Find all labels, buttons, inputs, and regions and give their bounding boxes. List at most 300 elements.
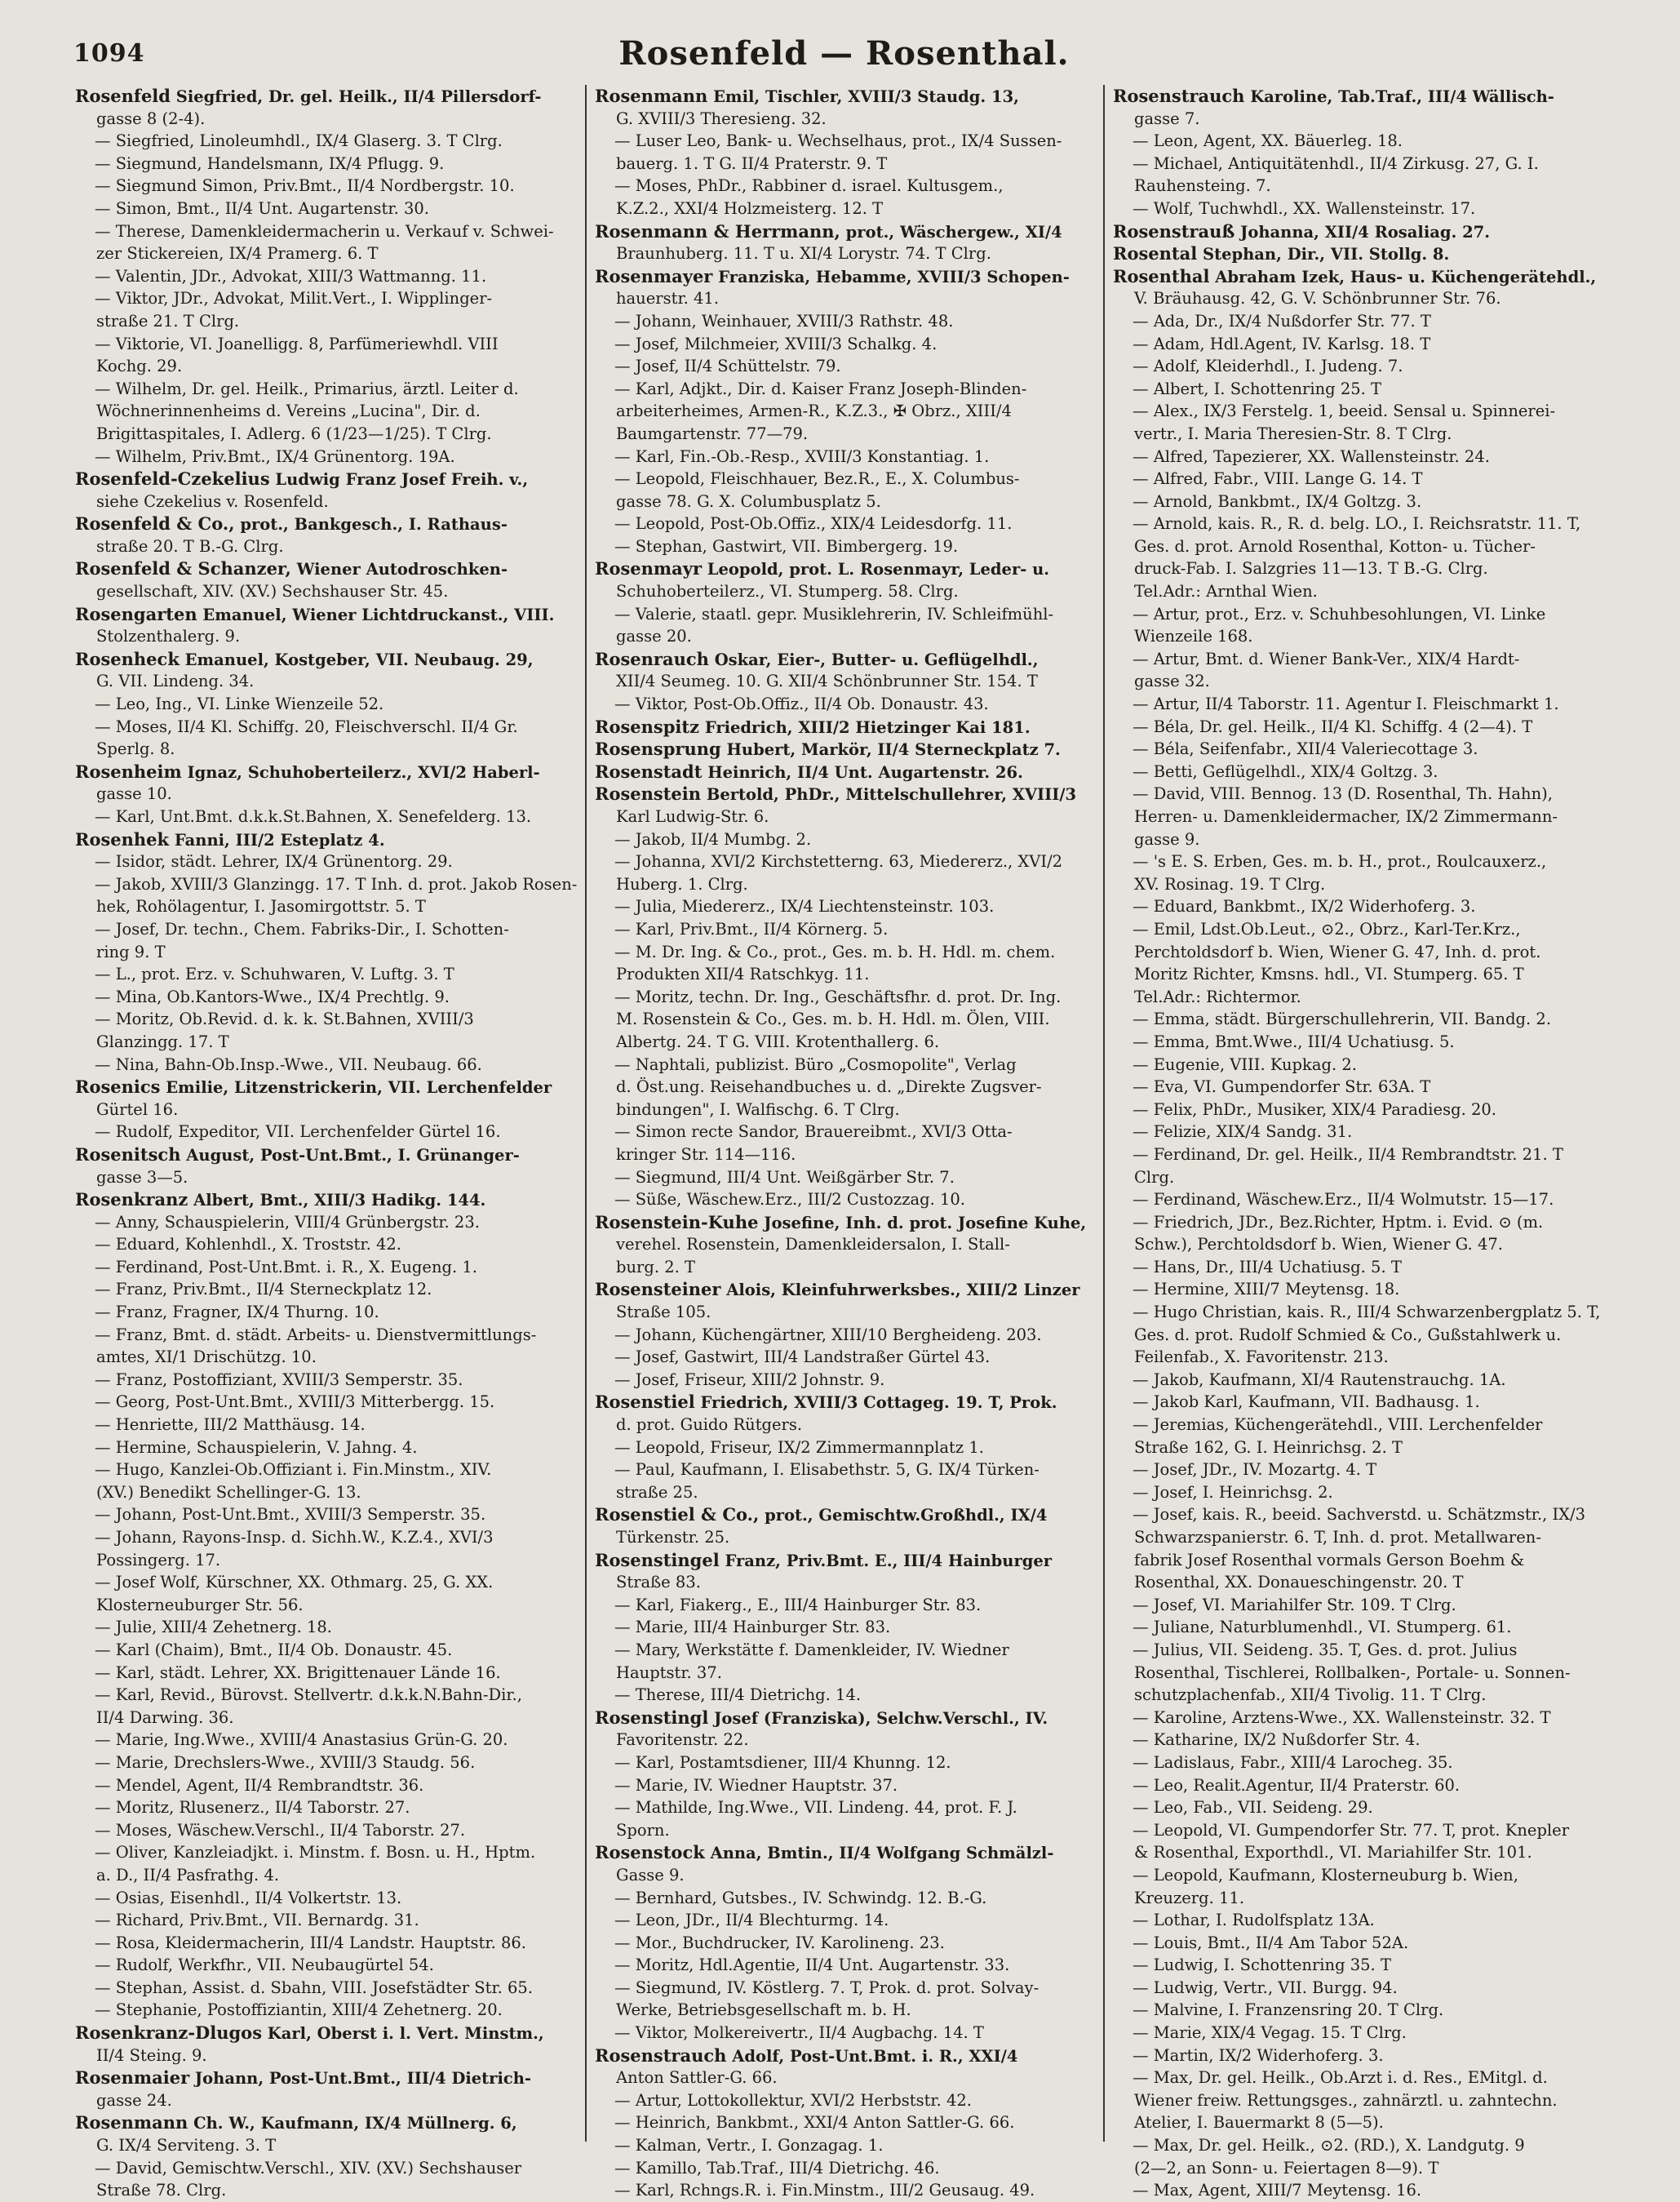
entry-text: G. XVIII/3 Theresieng. 32. [616,109,827,128]
entry-text: Türkenstr. 25. [616,1528,730,1547]
entry-text: — Artur, Bmt. d. Wiener Bank-Ver., XIX/4 Hardt- [1133,649,1520,668]
directory-heading-entry [75,513,578,535]
directory-entry [75,1391,578,1414]
entry-text: — Max, Agent, XIII/7 Meytensg. 16. [1133,2181,1422,2200]
directory-entry [595,378,1097,401]
entry-text: — Ladislaus, Fabr., XIII/4 Larocheg. 35. [1133,1752,1453,1772]
entry-text: a. D., II/4 Pasfrathg. 4. [96,1865,280,1885]
directory-entry-continuation [75,2044,578,2067]
directory-entry-continuation [1113,423,1615,446]
entry-text: K.Z.2., XXI/4 Holzmeisterg. 12. T [616,198,884,218]
directory-entry [595,1188,1097,1211]
directory-entry-continuation [595,400,1097,423]
entry-text: — Viktorie, VI. Joanelligg. 8, Parfümeriewhdl. VIII [95,334,499,353]
directory-entry [75,1414,578,1436]
directory-entry [75,1684,578,1707]
directory-entry-continuation [1113,625,1615,648]
directory-entry [595,1616,1097,1639]
directory-entry [1113,2044,1615,2067]
entry-text: Karoline, Tab.Traf., III/4 Wällisch- [1244,87,1554,106]
entry-text: Adolf, Post-Unt.Bmt. i. R., XXI/4 [726,2046,1018,2066]
entry-text: — Rudolf, Werkfhr., VII. Neubaugürtel 54. [95,1956,434,1975]
entry-text: Friedrich, XVIII/3 Cottageg. 19. T, Prok. [694,1393,1057,1413]
directory-entry-continuation [595,287,1097,310]
entry-text: Sperlg. 8. [96,739,175,759]
directory-entry [75,986,578,1009]
entry-text: — Ludwig, Vertr., VII. Burgg. 94. [1133,1978,1398,1997]
directory-entry-continuation [1113,1887,1615,1910]
directory-entry-continuation [1113,2089,1615,2112]
directory-entry [595,828,1097,851]
surname: Rosenics [75,1077,161,1098]
entry-text: Wöchnerinnenheims d. Vereins „Lucina", Dir. d. [96,402,481,421]
entry-text: Baumgartenstr. 77—79. [616,424,809,443]
surname: Rosenheim [75,761,182,782]
entry-text: Gasse 9. [616,1865,685,1885]
directory-heading-entry [75,468,578,491]
directory-entry-continuation [75,1707,578,1729]
entry-text: — Josef, Friseur, XIII/2 Johnstr. 9. [614,1370,885,1389]
directory-entry [1113,1031,1615,1054]
directory-entry-continuation [1113,175,1615,198]
directory-entry [595,1684,1097,1707]
entry-text: Brigittaspitales, I. Adlerg. 6 (1/23—1/25). T Clrg. [96,424,492,443]
entry-text: Emil, Tischler, XVIII/3 Staudg. 13, [707,87,1019,106]
directory-entry [75,1977,578,2000]
directory-entry [1113,783,1615,806]
directory-entry [1113,1188,1615,1211]
entry-text: gasse 8 (2-4). [96,109,206,128]
directory-entry [1113,1054,1615,1077]
directory-entry [75,1616,578,1639]
entry-text: — Leopold, VI. Gumpendorfer Str. 77. T, prot. Knepler [1133,1820,1570,1840]
entry-text: — Süße, Wäschew.Erz., III/2 Custozzag. 10. [614,1190,965,1210]
surname: Rosenstiel [595,1392,695,1413]
directory-entry [595,918,1097,941]
directory-entry [75,716,578,739]
entry-text: — Hermine, Schauspielerin, V. Jahng. 4. [95,1437,418,1457]
entry-text: — Moritz, Rlusenerz., II/4 Taborstr. 27. [95,1798,410,1818]
surname: Rosenmann [75,2112,188,2133]
directory-entry-continuation [595,1864,1097,1887]
entry-text: — Josef, Gastwirt, III/4 Landstraßer Gürtel 43. [614,1347,991,1367]
entry-text: — Jakob Karl, Kaufmann, VII. Badhausg. 1. [1133,1392,1480,1412]
entry-text: Gürtel 16. [96,1099,179,1119]
entry-text: — Adam, Hdl.Agent, IV. Karlsg. 18. T [1133,334,1431,353]
surname: Rosengarten [75,603,197,624]
entry-text: Leopold, prot. L. Rosenmayr, Leder- u. [702,560,1050,579]
directory-entry-continuation [75,670,578,693]
directory-entry-continuation [595,806,1097,828]
entry-text: Klosterneuburger Str. 56. [96,1595,304,1614]
entry-text: — Josef, VI. Mariahilfer Str. 109. T Clrg. [1133,1595,1456,1614]
entry-text: Sporn. [616,1820,670,1840]
page-number: 1094 [73,39,145,68]
entry-text: — Leopold, Fleischhauer, Bez.R., E., X. Columbus- [614,469,1020,489]
directory-heading-entry [595,1707,1097,1729]
directory-entry-continuation [75,895,578,918]
entry-text: prot., Gemischtw.Großhdl., IX/4 [759,1506,1048,1525]
surname: Rosenfeld [75,86,171,106]
entry-text: Albert, Bmt., XIII/3 Hadikg. 144. [188,1191,486,1210]
directory-entry-continuation [595,1008,1097,1031]
directory-entry-continuation [595,1571,1097,1594]
directory-entry [1113,1008,1615,1031]
entry-text: — Ferdinand, Post-Unt.Bmt. i. R., X. Eugeng. 1. [95,1257,477,1276]
directory-entry-continuation [595,1526,1097,1549]
entry-text: XII/4 Seumeg. 10. G. XII/4 Schönbrunner Str. 154. T [616,672,1038,691]
surname: Rosenspitz [595,716,700,737]
entry-text: — Josef, II/4 Schüttelstr. 79. [614,357,841,376]
entry-text: — Hans, Dr., III/4 Uchatiusg. 5. T [1133,1257,1402,1276]
column-1 [67,85,585,2200]
directory-entry [1113,1707,1615,1729]
entry-text: — Julius, VII. Seideng. 35. T, Ges. d. prot. Julius [1133,1640,1518,1659]
entry-text: — Simon recte Sandor, Brauereibmt., XVI/3 Otta- [614,1122,1013,1142]
entry-text: Clrg. [1134,1167,1175,1187]
directory-entry-continuation [75,580,578,603]
entry-text: — Martin, IX/2 Widerhoferg. 3. [1133,2045,1384,2065]
entry-text: — Leo, Realit.Agentur, II/4 Praterstr. 60. [1133,1775,1461,1795]
entry-text: verehel. Rosenstein, Damenkleidersalon, I. Stall- [616,1235,1010,1254]
entry-text: — Naphtali, publizist. Büro „Cosmopolite", Verlag [614,1054,1017,1074]
entry-text: Alois, Kleinfuhrwerksbes., XIII/2 Linzer [720,1281,1080,1300]
directory-entry-continuation [75,2134,578,2157]
directory-entry [595,1594,1097,1617]
directory-entry-continuation [1113,828,1615,851]
entry-text: straße 25. [616,1482,698,1502]
surname: Rosenkranz [75,1189,188,1210]
entry-text: Josefine, Inh. d. prot. Josefine Kuhe, [758,1213,1087,1232]
entry-text: Rauhensteing. 7. [1134,176,1271,196]
directory-entry [595,1346,1097,1369]
entry-text: — Valentin, JDr., Advokat, XIII/3 Wattmanng. 11. [95,266,487,286]
directory-entry-continuation [595,1031,1097,1054]
directory-entry [595,1458,1097,1481]
directory-heading-entry [595,648,1097,671]
entry-text: — Bernhard, Gutsbes., IV. Schwindg. 12. B.-G. [614,1888,987,1907]
entry-text: — Nina, Bahn-Ob.Insp.-Wwe., VII. Neubaug. 66. [95,1054,482,1074]
entry-text: — Mina, Ob.Kantors-Wwe., IX/4 Prechtlg. 9. [95,987,450,1006]
directory-entry-continuation [595,1819,1097,1842]
entry-text: — Siegmund, IV. Köstlerg. 7. T, Prok. d. prot. Solvay- [614,1978,1039,1997]
directory-heading-entry [595,783,1097,806]
directory-heading-entry [75,603,578,626]
entry-text: — Siegfried, Linoleumhdl., IX/4 Glaserg. 3. T Clrg. [95,131,503,151]
entry-text: — Josef Wolf, Kürschner, XX. Othmarg. 25, G. XX. [95,1573,494,1592]
directory-entry-continuation [75,2089,578,2112]
directory-entry [595,2111,1097,2134]
surname: Rosenstiel & Co., [595,1504,760,1525]
entry-text: — Ferdinand, Wäschew.Erz., II/4 Wolmutstr. 15—17. [1133,1190,1554,1210]
directory-heading-entry [595,557,1097,580]
directory-entry [75,1458,578,1481]
directory-entry-continuation [595,963,1097,986]
entry-text: Abraham Izek, Haus- u. Küchengerätehdl., [1209,267,1597,286]
directory-entry-continuation [75,423,578,446]
directory-entry [1113,1796,1615,1819]
directory-entry [75,1121,578,1143]
entry-text: Hubert, Markör, II/4 Sterneckplatz 7. [720,740,1061,760]
entry-text: — M. Dr. Ing. & Co., prot., Ges. m. b. H. Hdl. m. chem. [614,942,1056,961]
directory-heading-entry [595,1211,1097,1234]
entry-text: — Arnold, kais. R., R. d. belg. LO., I. Reichsratstr. 11. T, [1133,514,1581,534]
directory-entry-continuation [1113,1841,1615,1864]
entry-text: — Juliane, Naturblumenhdl., VI. Stumperg. 61. [1133,1618,1512,1637]
directory-entry [75,1887,578,1910]
directory-entry [1113,1143,1615,1166]
entry-text: — Viktor, Molkereivertr., II/4 Augbachg. 14. T [614,2023,984,2043]
entry-text: Fanni, III/2 Esteplatz 4. [169,830,385,850]
directory-entry-continuation [595,1233,1097,1256]
directory-entry [1113,513,1615,535]
directory-entry-continuation [1113,1571,1615,1594]
directory-entry-continuation [595,198,1097,220]
directory-heading-entry [75,2067,578,2089]
directory-entry [595,986,1097,1009]
entry-text: — Viktor, JDr., Advokat, Milit.Vert., I. Wipplinger- [95,289,493,309]
entry-text: Bertold, PhDr., Mittelschullehrer, XVIII/3 [701,785,1077,805]
directory-entry [75,378,578,401]
entry-text: vertr., I. Maria Theresien-Str. 8. T Clrg. [1134,424,1452,443]
directory-entry [595,1774,1097,1797]
entry-text: prot., Bankgesch., I. Rathaus- [234,515,508,535]
directory-entry-continuation [595,1099,1097,1121]
entry-text: gasse 78. G. X. Columbusplatz 5. [616,491,881,511]
directory-entry [1113,1414,1615,1436]
entry-text: — Moritz, techn. Dr. Ing., Geschäftsfhr. d. prot. Dr. Ing. [614,987,1062,1006]
directory-entry [595,1639,1097,1662]
surname: Rosenmayer [595,265,713,286]
entry-text: — Moritz, Ob.Revid. d. k. k. St.Bahnen, XVIII/3 [95,1010,474,1029]
entry-text: Oskar, Eier-, Butter- u. Geflügelhdl., [708,650,1039,669]
entry-text: Huberg. 1. Clrg. [616,874,748,894]
directory-entry [595,850,1097,873]
entry-text: bindungen", I. Walfischg. 6. T Clrg. [616,1099,900,1119]
directory-entry [75,333,578,356]
entry-text: — Johann, Weinhauer, XVIII/3 Rathstr. 48. [614,311,954,331]
entry-text: — Emma, Bmt.Wwe., III/4 Uchatiusg. 5. [1133,1032,1455,1051]
entry-text: — Josef, kais. R., beeid. Sachverstd. u. Schätzmstr., IX/3 [1133,1505,1586,1525]
entry-text: Wiener freiw. Rettungsges., zahnärztl. u. zahntechn. [1134,2090,1558,2110]
entry-text: Wiener Autodroschken- [290,560,508,579]
directory-entry-continuation [595,1256,1097,1279]
entry-text: M. Rosenstein & Co., Ges. m. b. H. Hdl. m. Ölen, VIII. [616,1010,1050,1029]
entry-text: Wienzeile 168. [1134,627,1253,646]
entry-text: — Max, Dr. gel. Heilk., Ob.Arzt i. d. Res., EMitgl. d. [1133,2068,1548,2088]
directory-entry-continuation [1113,580,1615,603]
entry-text: Karl Ludwig-Str. 6. [616,807,769,826]
directory-entry [595,2157,1097,2180]
entry-text: — Mary, Werkstätte f. Damenkleider, IV. Wiedner [614,1640,1009,1659]
entry-text: Ludwig Franz Josef Freih. v., [269,470,529,490]
directory-entry [1113,333,1615,356]
directory-entry [75,1662,578,1685]
entry-text: — Leo, Ing., VI. Linke Wienzeile 52. [95,695,384,714]
directory-entry-continuation [1113,557,1615,580]
directory-entry-continuation [75,400,578,423]
entry-text: — Hugo, Kanzlei-Ob.Offiziant i. Fin.Minstm., XIV. [95,1460,492,1480]
entry-text: — Felix, PhDr., Musiker, XIX/4 Paradiesg. 20. [1133,1099,1496,1119]
entry-text: amtes, XI/1 Drischützg. 10. [96,1347,317,1367]
directory-heading-entry [595,2044,1097,2067]
entry-text: — Oliver, Kanzleiadjkt. i. Minstm. f. Bosn. u. H., Hptm. [95,1843,536,1862]
entry-text: — Kalman, Vertr., I. Gonzagag. 1. [614,2136,884,2155]
entry-text: — Leopold, Friseur, IX/2 Zimmermannplatz 1. [614,1437,984,1457]
entry-text: fabrik Josef Rosenthal vormals Gerson Boehm & [1134,1550,1525,1569]
entry-text: — Jeremias, Küchengerätehdl., VIII. Lerchenfelder [1133,1415,1543,1435]
directory-entry [75,693,578,716]
directory-entry-continuation [595,1481,1097,1504]
entry-text: — Johann, Post-Unt.Bmt., XVIII/3 Semperstr. 35. [95,1505,486,1525]
directory-entry [595,2134,1097,2157]
directory-heading-entry [1113,242,1615,265]
entry-text: — 's E. S. Erben, Ges. m. b. H., prot., Roulcauxerz., [1133,852,1547,872]
entry-text: — Wilhelm, Dr. gel. Heilk., Primarius, ärztl. Leiter d. [95,379,519,398]
entry-text: — Karl, Fiakerg., E., III/4 Hainburger Str. 83. [614,1595,982,1614]
entry-text: Emilie, Litzenstrickerin, VII. Lerchenfelder [160,1078,552,1098]
entry-text: — Henriette, III/2 Matthäusg. 14. [95,1415,366,1435]
surname: Rosenstrauß [1113,220,1235,242]
directory-entry [1113,693,1615,716]
entry-text: gasse 10. [96,784,172,804]
entry-text: Tel.Adr.: Arnthal Wien. [1134,582,1318,602]
directory-entry-continuation [1113,806,1615,828]
entry-text: Friedrich, XIII/2 Hietzinger Kai 181. [699,717,1031,737]
directory-entry [1113,850,1615,873]
entry-text: — Adolf, Kleiderhdl., I. Judeng. 7. [1133,357,1403,376]
entry-text: V. Bräuhausg. 42, G. V. Schönbrunner Str. 76. [1134,289,1501,309]
directory-entry-continuation [1113,2111,1615,2134]
directory-entry-continuation [1113,873,1615,896]
directory-heading-entry [595,1841,1097,1864]
directory-entry [75,1999,578,2022]
directory-entry [75,446,578,468]
directory-entry [595,130,1097,153]
directory-entry-continuation [1113,986,1615,1009]
entry-text: — Malvine, I. Franzensring 20. T Clrg. [1133,2000,1444,2020]
directory-heading-entry [595,761,1097,784]
directory-entry-continuation [595,491,1097,513]
directory-entry [595,1796,1097,1819]
directory-entry [1113,1391,1615,1414]
entry-text: — Katharine, IX/2 Nußdorfer Str. 4. [1133,1730,1421,1750]
entry-text: gesellschaft, XIV. (XV.) Sechshauser Str. 45. [96,582,449,602]
entry-text: Straße 105. [616,1303,711,1322]
entry-text: Possingerg. 17. [96,1550,221,1569]
directory-entry [1113,1278,1615,1301]
entry-text: — Karoline, Arztens-Wwe., XX. Wallensteinstr. 32. T [1133,1707,1551,1727]
directory-entry [1113,1819,1615,1842]
entry-text: — Josef, Milchmeier, XVIII/3 Schalkg. 4. [614,334,938,353]
page-header [65,33,1623,82]
directory-entry-continuation [1113,1346,1615,1369]
entry-text: Johann, Post-Unt.Bmt., III/4 Dietrich- [189,2069,532,2089]
entry-text: — Marie, III/4 Hainburger Str. 83. [614,1618,891,1637]
surname: Rosenmann & Herrmann, [595,220,840,242]
entry-text: Braunhuberg. 11. T u. XI/4 Lorystr. 74. T Clrg. [616,244,991,264]
directory-entry [75,1436,578,1459]
entry-text: Emanuel, Kostgeber, VII. Neubaug. 29, [179,650,534,669]
directory-entry-continuation [75,1594,578,1617]
directory-entry [75,963,578,986]
directory-entry [75,265,578,288]
entry-text: — Alex., IX/3 Ferstelg. 1, beeid. Sensal u. Spinnerei- [1133,402,1556,421]
directory-entry [595,1751,1097,1774]
entry-text: straße 21. T Clrg. [96,311,240,331]
entry-text: — Béla, Dr. gel. Heilk., II/4 Kl. Schiffg. 4 (2—4). T [1133,717,1533,736]
directory-heading-entry [595,265,1097,288]
directory-entry-continuation [75,625,578,648]
entry-text: Albertg. 24. T G. VIII. Krotenthallerg. 6. [616,1032,940,1051]
entry-text: — Louis, Bmt., II/4 Am Tabor 52A. [1133,1933,1409,1952]
entry-text: ring 9. T [96,942,166,961]
entry-text: — Richard, Priv.Bmt., VII. Bernardg. 31. [95,1911,419,1930]
directory-entry [1113,648,1615,671]
directory-heading-entry [595,85,1097,108]
directory-entry-continuation [75,242,578,265]
directory-entry-continuation [1113,963,1615,986]
directory-entry-continuation [595,1143,1097,1166]
directory-heading-entry [75,85,578,108]
entry-text: — Josef, JDr., IV. Mozartg. 4. T [1133,1460,1377,1480]
directory-entry [1113,400,1615,423]
directory-entry [75,1324,578,1347]
directory-entry [595,310,1097,333]
directory-entry [595,603,1097,626]
directory-entry [595,1369,1097,1392]
entry-text: — Valerie, staatl. gepr. Musiklehrerin, IV. Schleifmühl- [614,604,1054,624]
entry-text: gasse 32. [1134,672,1210,691]
directory-entry [1113,1729,1615,1751]
entry-text: — Leo, Fab., VII. Seideng. 29. [1133,1798,1373,1818]
directory-entry [75,1233,578,1256]
directory-entry-continuation [595,153,1097,175]
directory-entry [1113,1076,1615,1099]
entry-text: Herren- u. Damenkleidermacher, IX/2 Zimmermann- [1134,807,1558,826]
directory-heading-entry [75,1143,578,1166]
entry-text: — Osias, Eisenhdl., II/4 Volkertstr. 13. [95,1888,402,1907]
directory-entry [1113,446,1615,468]
directory-entry-continuation [595,1301,1097,1324]
entry-text: — Paul, Kaufmann, I. Elisabethstr. 5, G. IX/4 Türken- [614,1460,1039,1480]
entry-text: gasse 7. [1134,109,1200,128]
surname: Rosenstein-Kuhe [595,1211,759,1232]
entry-text: — Leopold, Post-Ob.Offiz., XIX/4 Leidesdorfg. 11. [614,514,1013,534]
directory-entry [1113,1932,1615,1955]
directory-entry [75,873,578,896]
entry-text: — Jakob, XVIII/3 Glanzingg. 17. T Inh. d. prot. Jakob Rosen- [95,874,578,894]
directory-entry [595,1909,1097,1932]
directory-entry-continuation [595,625,1097,648]
directory-entry [1113,1751,1615,1774]
directory-entry-continuation [1113,2157,1615,2180]
entry-text: — Karl, Unt.Bmt. d.k.k.St.Bahnen, X. Senefelderg. 13. [95,807,532,826]
directory-entry-continuation [75,1481,578,1504]
surname: Rosensteiner [595,1279,721,1300]
directory-entry-continuation [1113,1662,1615,1685]
directory-entry-continuation [75,108,578,131]
entry-text: Anton Sattler-G. 66. [616,2068,778,2088]
surname: Rosenitsch [75,1143,181,1165]
directory-entry [595,175,1097,198]
directory-entry [75,1796,578,1819]
entry-text: — Lothar, I. Rudolfsplatz 13A. [1133,1911,1375,1930]
directory-entry [1113,198,1615,220]
entry-text: Josef (Franziska), Selchw.Verschl., IV. [708,1708,1048,1728]
entry-text: — Julie, XIII/4 Zehetnerg. 18. [95,1618,332,1637]
directory-entry [1113,918,1615,941]
